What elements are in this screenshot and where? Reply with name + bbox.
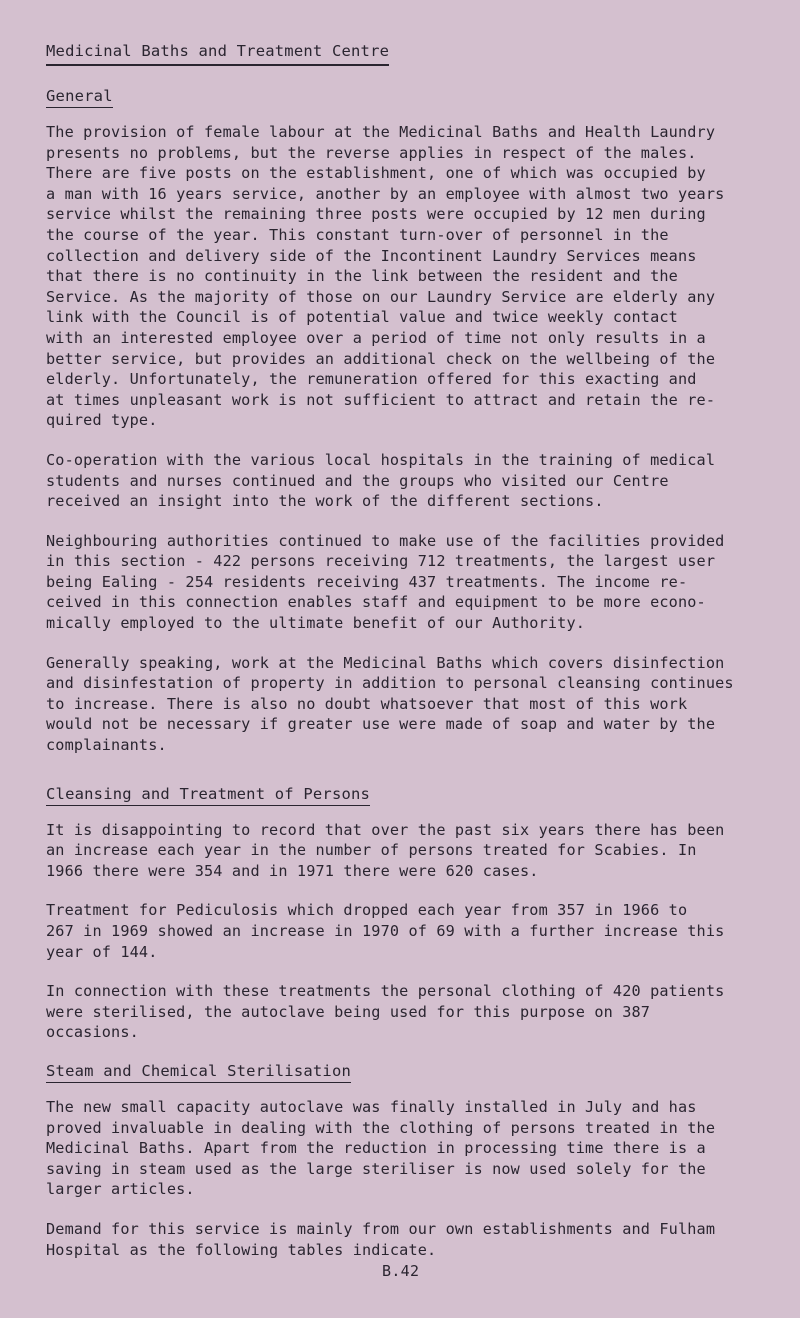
paragraph: Demand for this service is mainly from our own establishments and Fulham Hospital as the following tables indicate. — [46, 1219, 716, 1259]
page-number: B.42 — [382, 1262, 420, 1280]
section-heading-cleansing: Cleansing and Treatment of Persons — [46, 784, 370, 806]
paragraph: In connection with these treatments the personal clothing of 420 patients were sterilised, the autoclave being used for this purpose on 387 occasions. — [46, 982, 725, 1042]
paragraph: Neighbouring authorities continued to make use of the facilities provided in this section - 422 persons receiving 712 treatments, the largest user being Ealing - 254 residents receiving 437 treatments. The income re- ceived in this connection enables staff and equipment to be more econo- mically employed to the ultimate benefit of our Authority. — [46, 531, 725, 633]
page-title: Medicinal Baths and Treatment Centre — [46, 40, 389, 66]
paragraph: It is disappointing to record that over the past six years there has been an increase each year in the number of persons treated for Scabies. In 1966 there were 354 and in 1971 there were 620 cases. — [46, 820, 725, 880]
section-heading-general: General — [46, 86, 113, 108]
section-heading-sterilisation: Steam and Chemical Sterilisation — [46, 1061, 351, 1083]
document-page — [46, 40, 770, 1260]
paragraph: The new small capacity autoclave was finally installed in July and has proved invaluable in dealing with the clothing of persons treated in the Medicinal Baths. Apart from the reduction in processing time there is a saving in steam used as the large steriliser is now used solely for the larger articles. — [46, 1097, 716, 1199]
paragraph: Generally speaking, work at the Medicinal Baths which covers disinfection and disinfestation of property in addition to personal cleansing continues to increase. There is also no doubt whatsoever that most of this work would not be necessary if greater use were made of soap and water by the complainants. — [46, 653, 734, 755]
paragraph: Co-operation with the various local hospitals in the training of medical students and nurses continued and the groups who visited our Centre received an insight into the work of the different sections. — [46, 450, 716, 511]
paragraph: Treatment for Pediculosis which dropped each year from 357 in 1966 to 267 in 1969 showed an increase in 1970 of 69 with a further increase this year of 144. — [46, 901, 725, 961]
paragraph: The provision of female labour at the Medicinal Baths and Health Laundry presents no problems, but the reverse applies in respect of the males. There are five posts on the establishment, one of which was occupied by a man with 16 years service, another by an employee with almost two years service whilst the remaining three posts were occupied by 12 men during the course of the year. This constant turn-over of personnel in the collection and delivery side of the Incontinent Laundry Services means that there is no continuity in the link between the resident and the Service. As the majority of those on our Laundry Service are elderly any link with the Council is of potential value and twice weekly contact with an interested employee over a period of time not only results in a better service, but provides an additional check on the wellbeing of the elderly. Unfortunately, the remuneration offered for this exacting and at times unpleasant work is not sufficient to attract and retain the re- quired type. — [46, 123, 725, 430]
